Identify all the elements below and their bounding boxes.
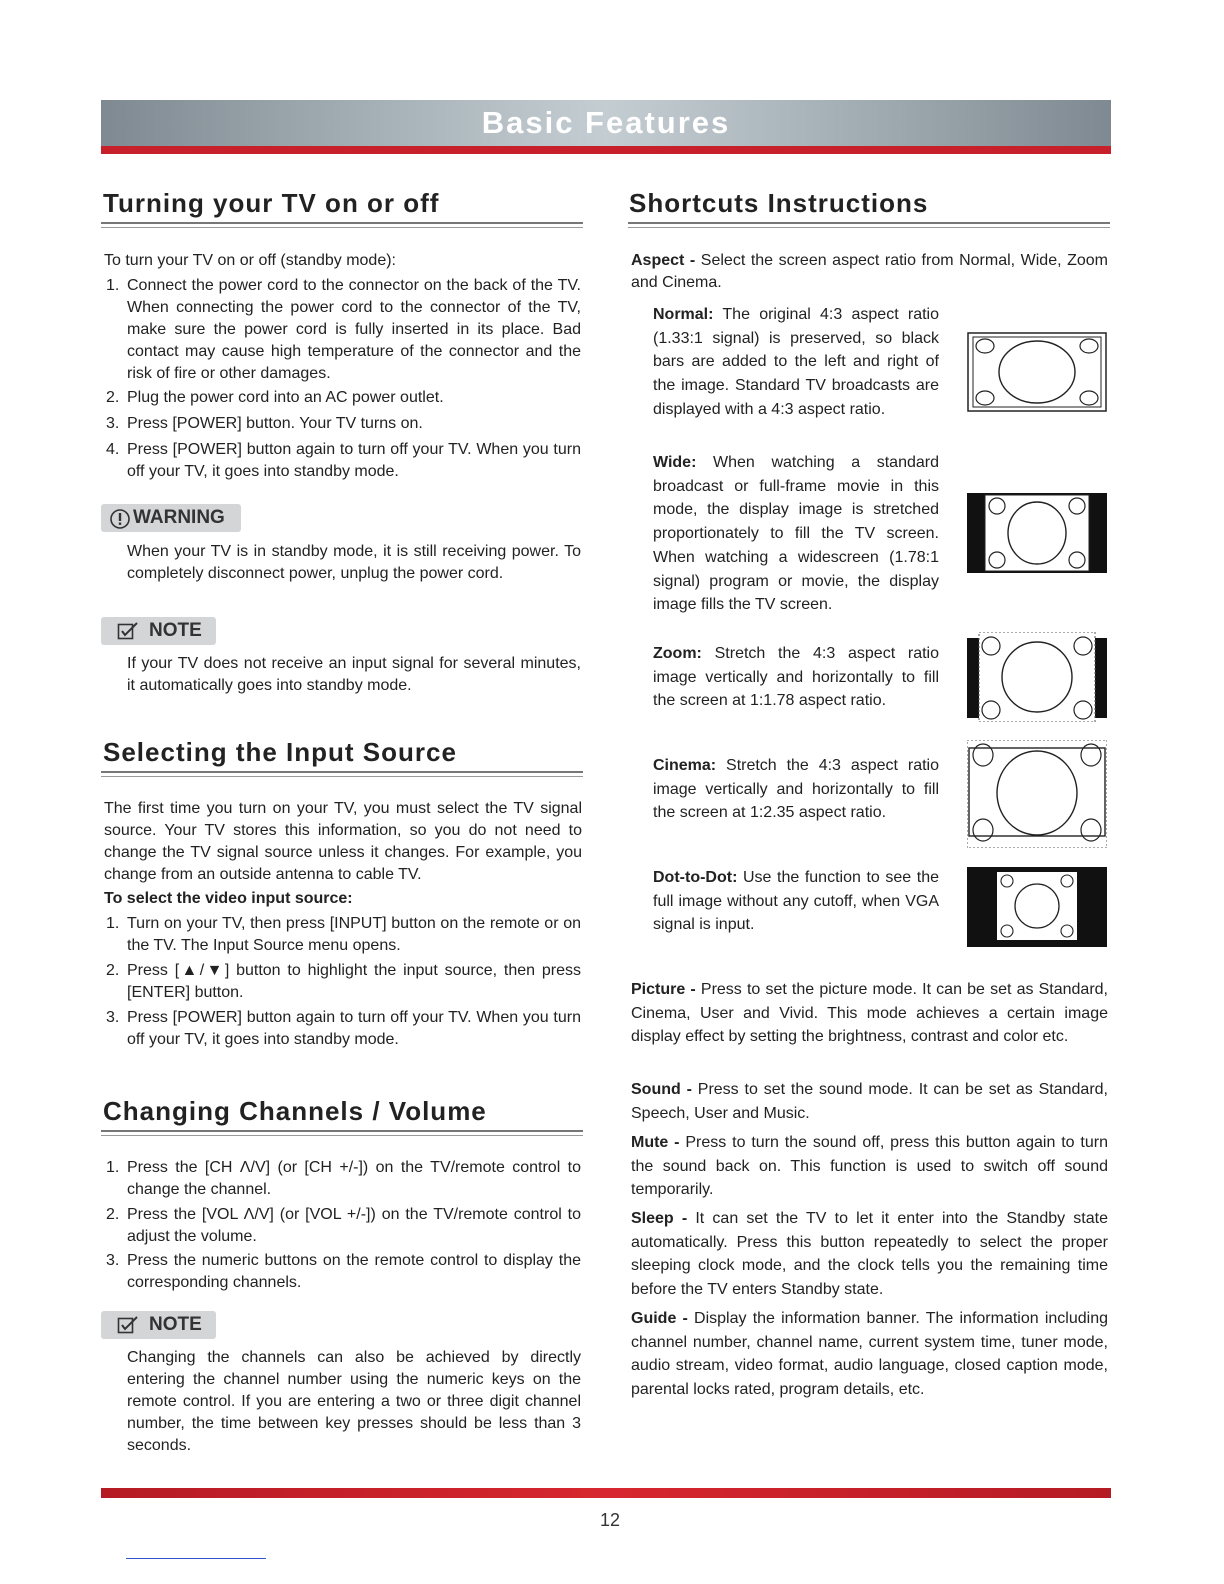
normal-aspect-diagram [967,332,1107,412]
banner-red-stripe [101,146,1111,154]
zoom-aspect-diagram [967,632,1107,722]
input-intro: The first time you turn on your TV, you must select the TV signal source. Your TV stores this information, so you do not need to change the TV signal source unless it changes. For example, you change from an outside antenna to cable TV. [104,800,582,883]
sound-paragraph: Sound - Press to set the sound mode. It can be set as Standard, Speech, User and Music. [631,1081,1108,1122]
list-item: 1. Turn on your TV, then press [INPUT] button on the remote or on the TV. The Input Source menu opens. [106,915,581,954]
note-text: If your TV does not receive an input signal for several minutes, it automatically goes into standby mode. [127,655,581,694]
list-item: 2. Press the [VOL Λ/V] (or [VOL +/-]) on the TV/remote control to adjust the volume. [106,1206,581,1245]
section-rule [628,222,1110,228]
note-label: NOTE [101,1311,216,1339]
cinema-aspect-diagram [967,740,1107,848]
sleep-paragraph: Sleep - It can set the TV to let it enter into the Standby state automatically. Press this button repeatedly to select the proper sleeping clock mode, and the clock tells you the remaining time before the TV enters Standby state. [631,1210,1108,1299]
section-rule [101,222,583,228]
shortcuts-title: Shortcuts Instructions [629,188,929,218]
note-icon [117,621,139,641]
note-text: Changing the channels can also be achieved by directly entering the channel number using the numeric keys on the remote control. If you are entering a two or three digit channel number, the time between key presses should be less than 3 seconds. [127,1349,581,1454]
guide-paragraph: Guide - Display the information banner. The information including channel number, channel name, current system time, tuner mode, audio stream, video format, audio language, closed caption mode, parental locks rated, program details, etc. [631,1310,1108,1399]
banner-title: Basic Features [481,105,731,140]
section-rule [101,771,583,777]
cinema-paragraph: Cinema: Stretch the 4:3 aspect ratio image vertically and horizontally to fill the screen at 1:2.35 aspect ratio. [653,757,939,822]
dot-to-dot-aspect-diagram [967,867,1107,947]
note-label: NOTE [101,617,216,645]
turning-title: Turning your TV on or off [103,188,440,218]
wide-paragraph: Wide: When watching a standard broadcast or full-frame movie in this mode, the display image is stretched proportionately to fill the TV screen. When watching a widescreen (1.78:1 signal) program or movie, the display image fills the TV screen. [653,454,939,614]
channels-title: Changing Channels / Volume [103,1096,487,1126]
page-number: 12 [599,1510,621,1530]
dot-to-dot-paragraph: Dot-to-Dot: Use the function to see the full image without any cutoff, when VGA signal is input. [653,869,939,934]
aspect-paragraph: Aspect - Select the screen aspect ratio from Normal, Wide, Zoom and Cinema. [631,252,1109,291]
warning-icon [109,508,131,530]
note-icon [117,1315,139,1335]
input-subhead: To select the video input source: [104,890,353,907]
input-title: Selecting the Input Source [103,737,457,767]
section-banner [101,100,1111,154]
list-item: 3. Press the numeric buttons on the remote control to display the corresponding channels. [106,1252,581,1291]
normal-paragraph: Normal: The original 4:3 aspect ratio (1.33:1 signal) is preserved, so black bars are added to the left and right of the image. Standard TV broadcasts are displayed with a 4:3 aspect ratio. [653,306,940,418]
mute-paragraph: Mute - Press to turn the sound off, press this button again to turn the sound back on. This function is used to switch off sound temporarily. [631,1134,1108,1199]
section-rule [101,1130,583,1136]
list-item: 2. Plug the power cord into an AC power outlet. [106,389,444,406]
list-item: 1. Connect the power cord to the connector on the back of the TV. When connecting the power cord to the connector of the TV, make sure the power cord is fully inserted in its place. Bad contact may cause high temperature of the connector and the risk of fire or other damages. [106,277,581,382]
wide-aspect-diagram [967,493,1107,573]
footer-link-line [126,1558,266,1559]
list-item: 3. Press [POWER] button. Your TV turns on. [106,415,423,432]
zoom-paragraph: Zoom: Stretch the 4:3 aspect ratio image vertically and horizontally to fill the screen at 1:1.78 aspect ratio. [653,645,940,710]
picture-paragraph: Picture - Press to set the picture mode. It can be set as Standard, Cinema, User and Vivid. This mode achieves a certain image display effect by setting the brightness, contrast and color etc. [631,981,1109,1046]
list-item: 4. Press [POWER] button again to turn off your TV. When you turn off your TV, it goes into standby mode. [106,441,581,480]
footer-bar [101,1488,1111,1498]
list-item: 3. Press [POWER] button again to turn off your TV. When you turn off your TV, it goes into standby mode. [106,1009,581,1048]
warning-text: When your TV is in standby mode, it is still receiving power. To completely disconnect power, unplug the power cord. [127,543,581,582]
warning-label: WARNING [101,504,241,532]
list-item: 2. Press [▲/▼] button to highlight the input source, then press [ENTER] button. [106,962,581,1001]
turning-intro: To turn your TV on or off (standby mode): [104,252,396,269]
list-item: 1. Press the [CH Λ/V] (or [CH +/-]) on the TV/remote control to change the channel. [106,1159,581,1198]
